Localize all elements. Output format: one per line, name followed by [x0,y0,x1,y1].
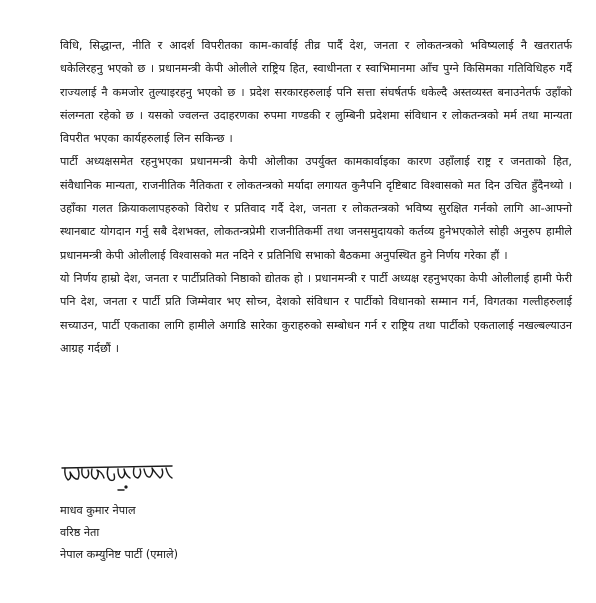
paragraph-1: विधि, सिद्धान्त, नीति र आदर्श विपरीतका काम-कार्वाई तीव्र पार्दै देश, जनता र लोकतन्त्रको भविष्यलाई नै खतरातर्फ धकेलिरहनु भएको छ । प्रधानमन्त्री केपी ओलीले राष्ट्रिय हित, स्वाधीनता र स्वाभिमानमा आँच पुग्ने किसिमका गतिविधिहरु गर्दै राज्यलाई नै कमजोर तुल्याइरहनु भएको छ । प्रदेश सरकारहरुलाई पनि सत्ता संघर्षतर्फ धकेल्दै अस्तव्यस्त बनाउनेतर्फ उहाँको संलग्नता रहेको छ । यसको ज्वलन्त उदाहरणका रुपमा गण्डकी र लुम्बिनी प्रदेशमा संविधान र लोकतन्त्रको मर्म तथा मान्यता विपरीत भएका कार्यहरुलाई लिन सकिन्छ । [60,39,572,146]
paragraph-3: यो निर्णय हाम्रो देश, जनता र पार्टीप्रतिको निष्ठाको द्योतक हो । प्रधानमन्त्री र पार्टी अध्यक्ष रहनुभएका केपी ओलीलाई हामी फेरी पनि देश, जनता र पार्टी प्रति जिम्मेवार भए सोच्न, देशको संविधान र पार्टीको विधानको सम्मान गर्न, विगतका गल्तीहरुलाई सच्याउन, पार्टी एकताका लागि हामीले अगाडि सारेका कुराहरुको सम्बोधन गर्न र राष्ट्रिय तथा पार्टीको एकतालाई नखल्बल्याउन आग्रह गर्दछौं । [60,271,572,355]
signatory-block [60,500,178,566]
handwritten-signature [60,460,180,500]
signatory-party: नेपाल कम्युनिष्ट पार्टी (एमाले) [60,548,178,561]
letter-body [60,34,572,360]
paragraph-2: पार्टी अध्यक्षसमेत रहनुभएका प्रधानमन्त्री केपी ओलीका उपर्युक्त कामकार्वाइका कारण उहाँलाई राष्ट्र र जनताको हित, संवैधानिक मान्यता, राजनीतिक नैतिकता र लोकतन्त्रको मर्यादा लगायत कुनैपनि दृष्टिबाट विश्वासको मत दिन उचित हुँदैनथ्यो । उहाँका गलत क्रियाकलापहरुको विरोध र प्रतिवाद गर्दै देश, जनता र लोकतन्त्रको भविष्य सुरक्षित गर्नको लागि आ-आफ्नो स्थानबाट योगदान गर्नु सबै देशभक्त, लोकतन्त्रप्रेमी राजनीतिकर्मी तथा जनसमुदायको कर्तव्य हुनेभएकोले सोही अनुरुप हामीले प्रधानमन्त्री केपी ओलीलाई विश्वासको मत नदिने र प्रतिनिधि सभाको बैठकमा अनुपस्थित हुने निर्णय गरेका हौं । [60,155,572,262]
signatory-name: माधव कुमार नेपाल [60,504,136,517]
signatory-title: वरिष्ठ नेता [60,526,100,539]
